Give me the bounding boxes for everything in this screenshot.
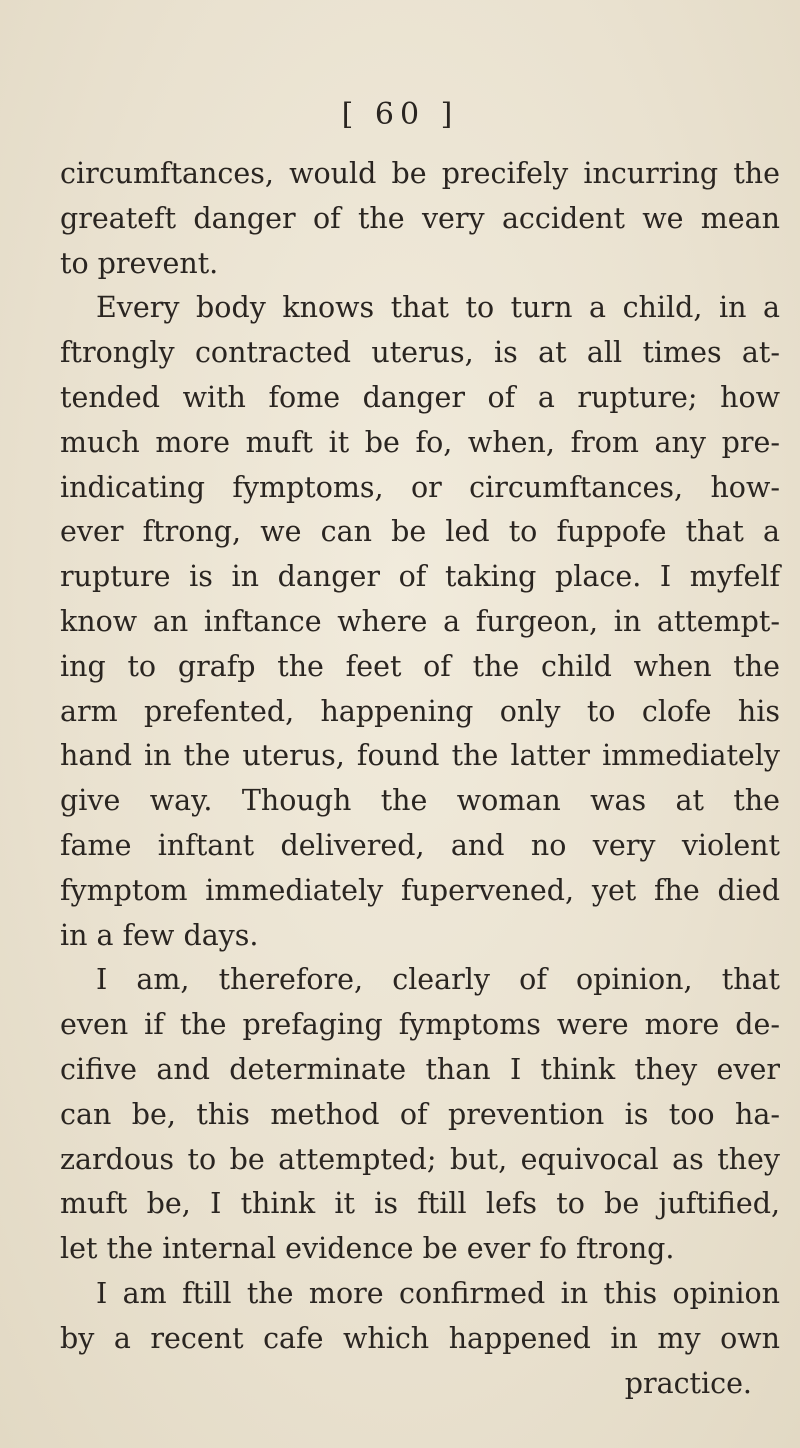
text-line: circumftances, would be precifely incurring the (60, 157, 780, 190)
text-line: even if the prefaging fymptoms were more de- (60, 1008, 780, 1042)
text-line: hand in the uterus, found the latter immediately (60, 739, 780, 773)
text-line: Every body knows that to turn a child, in a (96, 291, 780, 325)
text-line: know an inftance where a furgeon, in attempt- (60, 604, 780, 638)
text-line: I am, therefore, clearly of opinion, that (96, 963, 780, 997)
text-line: much more muft it be fo, when, from any pre- (60, 425, 780, 459)
text-line: fymptom immediately fupervened, yet fhe died (60, 873, 780, 907)
body-text (60, 152, 780, 1406)
text-line: let the internal evidence be ever fo ftrong. (60, 1232, 675, 1266)
text-line: give way. Though the woman was at the (60, 784, 780, 818)
text-line: ever ftrong, we can be led to fuppofe that a (60, 515, 780, 549)
text-line: cifive and determinate than I think they ever (60, 1052, 780, 1086)
text-line: arm prefented, happening only to clofe his (60, 694, 780, 728)
text-line: to prevent. (60, 246, 219, 280)
text-line: fame inftant delivered, and no very violent (60, 828, 780, 862)
text-line: by a recent cafe which happened in my own (60, 1321, 780, 1355)
text-line: greateft danger of the very accident we mean (60, 201, 780, 235)
text-line: rupture is in danger of taking place. I myfelf (60, 560, 780, 594)
text-line: ing to grafp the feet of the child when the (60, 649, 780, 683)
text-line: I am ftill the more confirmed in this opinion (96, 1276, 780, 1310)
text-line: muft be, I think it is ftill lefs to be juftified, (60, 1187, 780, 1221)
text-line: ftrongly contracted uterus, is at all times at- (60, 336, 780, 370)
text-line: in a few days. (60, 918, 259, 952)
catchword: practice. (624, 1366, 752, 1400)
text-line: tended with fome danger of a rupture; how (60, 380, 780, 414)
page-number: [ 60 ] (341, 97, 459, 132)
text-line: indicating fymptoms, or circumftances, how- (60, 470, 780, 504)
text-line: can be, this method of prevention is too ha- (60, 1097, 780, 1131)
text-line: zardous to be attempted; but, equivocal as they (60, 1142, 780, 1176)
